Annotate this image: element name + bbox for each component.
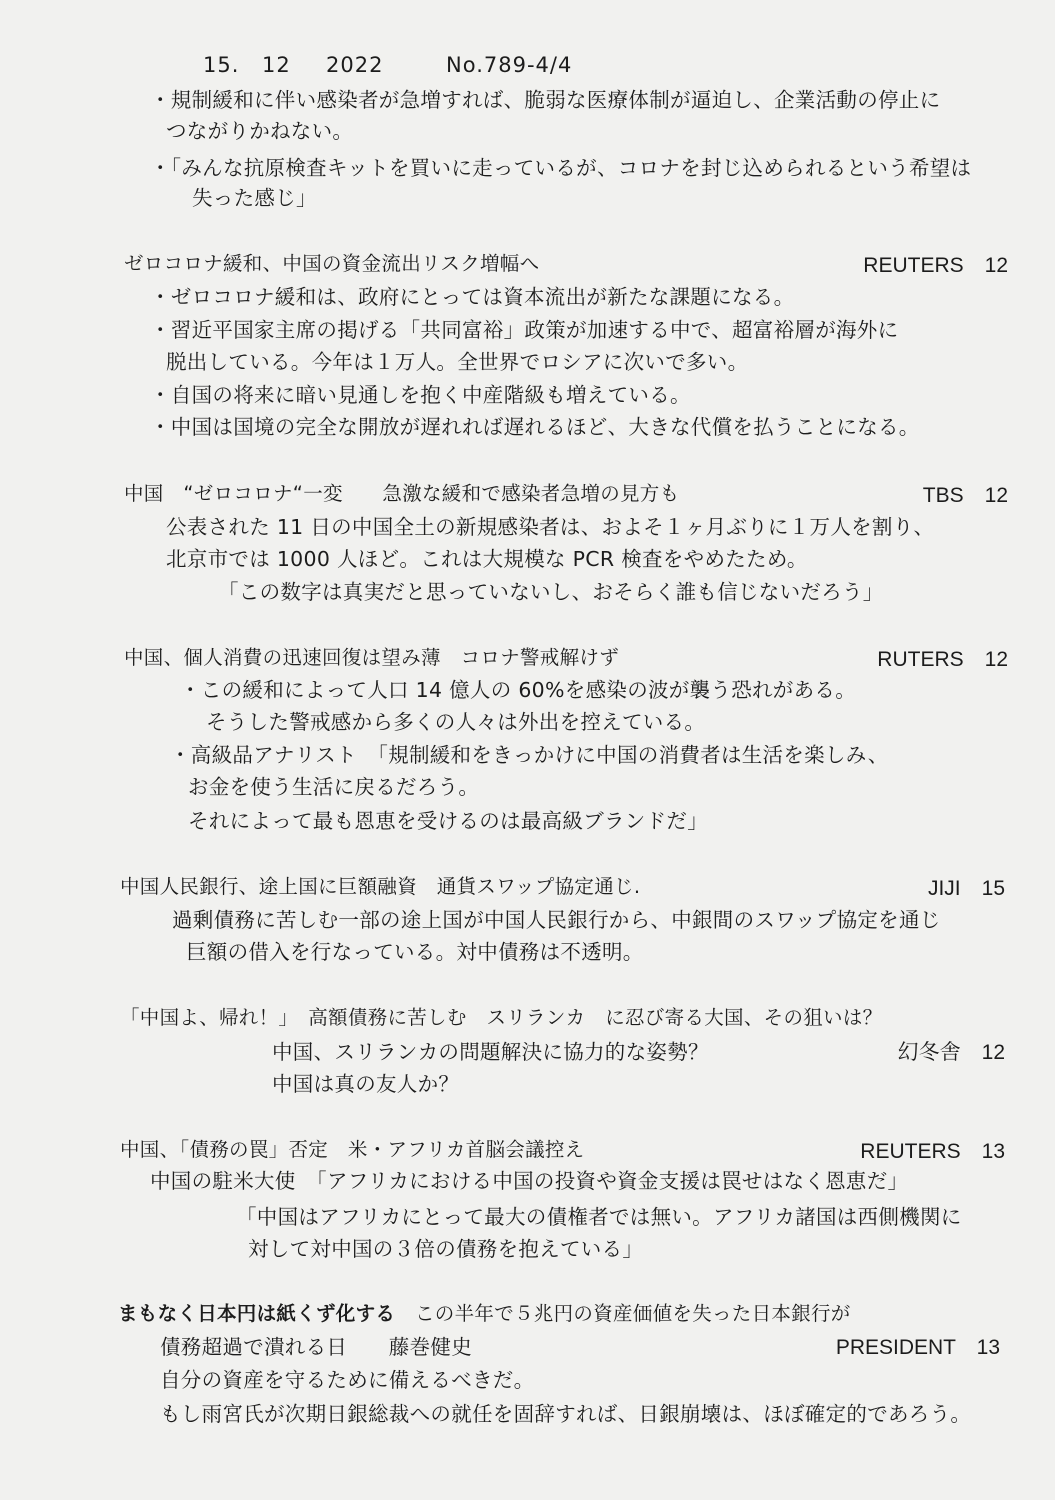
article-5-line-2: 中国は真の友人か？ xyxy=(272,1072,460,1096)
header-issue-number: No.789-4/4 xyxy=(446,53,573,77)
article-7-line-3: もし雨宮氏が次期日銀総裁への就任を固辞すれば、日銀崩壊は、ほぼ確定的であろう。 xyxy=(160,1402,972,1426)
article-5-line-1: 中国、スリランカの問題解決に協力的な姿勢？ xyxy=(272,1040,709,1064)
article-1-line-3: 脱出している。今年は１万人。全世界でロシアに次いで多い。 xyxy=(166,350,749,374)
article-1-title: ゼロコロナ緩和、中国の資金流出リスク増幅へ xyxy=(124,252,540,275)
article-6-line-2: 「中国はアフリカにとって最大の債権者では無い。アフリカ諸国は西側機関に xyxy=(236,1205,962,1229)
article-2-line-2: 北京市では 1000 人ほど。これは大規模な PCR 検査をやめたため。 xyxy=(166,547,808,571)
article-4-source: JIJI 15 xyxy=(927,877,1005,900)
article-5-source: 幻冬舎 12 xyxy=(897,1041,1005,1064)
article-1-source: REUTERS 12 xyxy=(863,254,1008,277)
intro-line-1: ・規制緩和に伴い感染者が急増すれば、脆弱な医療体制が逼迫し、企業活動の停止に xyxy=(150,88,941,112)
article-2-title: 中国 “ゼロコロナ“一変 急激な緩和で感染者急増の見方も xyxy=(124,482,680,505)
article-6-title: 中国、「債務の罠」否定 米・アフリカ首脳会議控え xyxy=(120,1138,585,1161)
article-3-line-3: ・高級品アナリスト 「規制緩和をきっかけに中国の消費者は生活を楽しみ、 xyxy=(170,743,889,767)
article-7-line-2: 自分の資産を守るために備えるべきだ。 xyxy=(160,1368,535,1392)
article-3-title: 中国、個人消費の迅速回復は望み薄 コロナ警戒解けず xyxy=(124,646,620,669)
article-7-title xyxy=(118,1301,851,1327)
article-1-line-4: ・自国の将来に暗い見通しを抱く中産階級も増えている。 xyxy=(150,383,691,407)
article-7-title-rest: この半年で５兆円の資産価値を失った日本銀行が xyxy=(395,1302,851,1325)
article-7-source: PRESIDENT 13 xyxy=(835,1336,1000,1359)
article-3-line-5: それによって最も恩恵を受けるのは最高級ブランドだ」 xyxy=(188,809,708,833)
header-date-year: 2022 xyxy=(326,53,384,77)
article-1-line-2: ・習近平国家主席の掲げる「共同富裕」政策が加速する中で、超富裕層が海外に xyxy=(150,318,899,342)
article-4-line-1: 過剰債務に苦しむ一部の途上国が中国人民銀行から、中銀間のスワップ協定を通じ xyxy=(172,908,941,932)
article-1-line-1: ・ゼロコロナ緩和は、政府にとっては資本流出が新たな課題になる。 xyxy=(150,285,795,309)
intro-line-4: 失った感じ」 xyxy=(192,186,317,210)
article-6-source: REUTERS 13 xyxy=(860,1140,1005,1163)
header-date-month: 12 xyxy=(262,53,291,77)
article-7-line-1: 債務超過で潰れる日 藤巻健史 xyxy=(160,1335,472,1359)
article-4-line-2: 巨額の借入を行なっている。対中債務は不透明。 xyxy=(186,940,644,964)
article-6-line-3: 対して対中国の３倍の債務を抱えている」 xyxy=(248,1237,644,1261)
article-7-title-bold: まもなく日本円は紙くず化する xyxy=(118,1302,396,1325)
article-4-title: 中国人民銀行、途上国に巨額融資 通貨スワップ協定通じ. xyxy=(120,875,641,898)
header-date-day: 15. xyxy=(203,53,240,77)
article-2-line-1: 公表された 11 日の中国全土の新規感染者は、およそ１ヶ月ぶりに１万人を割り、 xyxy=(166,515,935,539)
article-6-line-1: 中国の駐米大使 「アフリカにおける中国の投資や資金支援は罠せはなく恩恵だ」 xyxy=(150,1169,909,1193)
article-3-source: RUTERS 12 xyxy=(877,648,1008,671)
article-5-title: 「中国よ、帰れ！」 高額債務に苦しむ スリランカ に忍び寄る大国、その狙いは？ xyxy=(120,1006,883,1029)
article-1-line-5: ・中国は国境の完全な開放が遅れれば遅れるほど、大きな代償を払うことになる。 xyxy=(150,415,920,439)
intro-line-3: ・「みんな抗原検査キットを買いに走っているが、コロナを封じ込められるという希望は xyxy=(150,156,972,180)
intro-line-2: つながりかねない。 xyxy=(166,119,354,143)
article-3-line-1: ・この緩和によって人口 14 億人の 60%を感染の波が襲う恐れがある。 xyxy=(180,678,856,702)
article-3-line-2: そうした警戒感から多くの人々は外出を控えている。 xyxy=(206,710,706,734)
article-2-source: TBS 12 xyxy=(922,484,1008,507)
article-2-line-3: 「この数字は真実だと思っていないし、おそらく誰も信じないだろう」 xyxy=(218,580,884,604)
article-3-line-4: お金を使う生活に戻るだろう。 xyxy=(188,775,480,799)
